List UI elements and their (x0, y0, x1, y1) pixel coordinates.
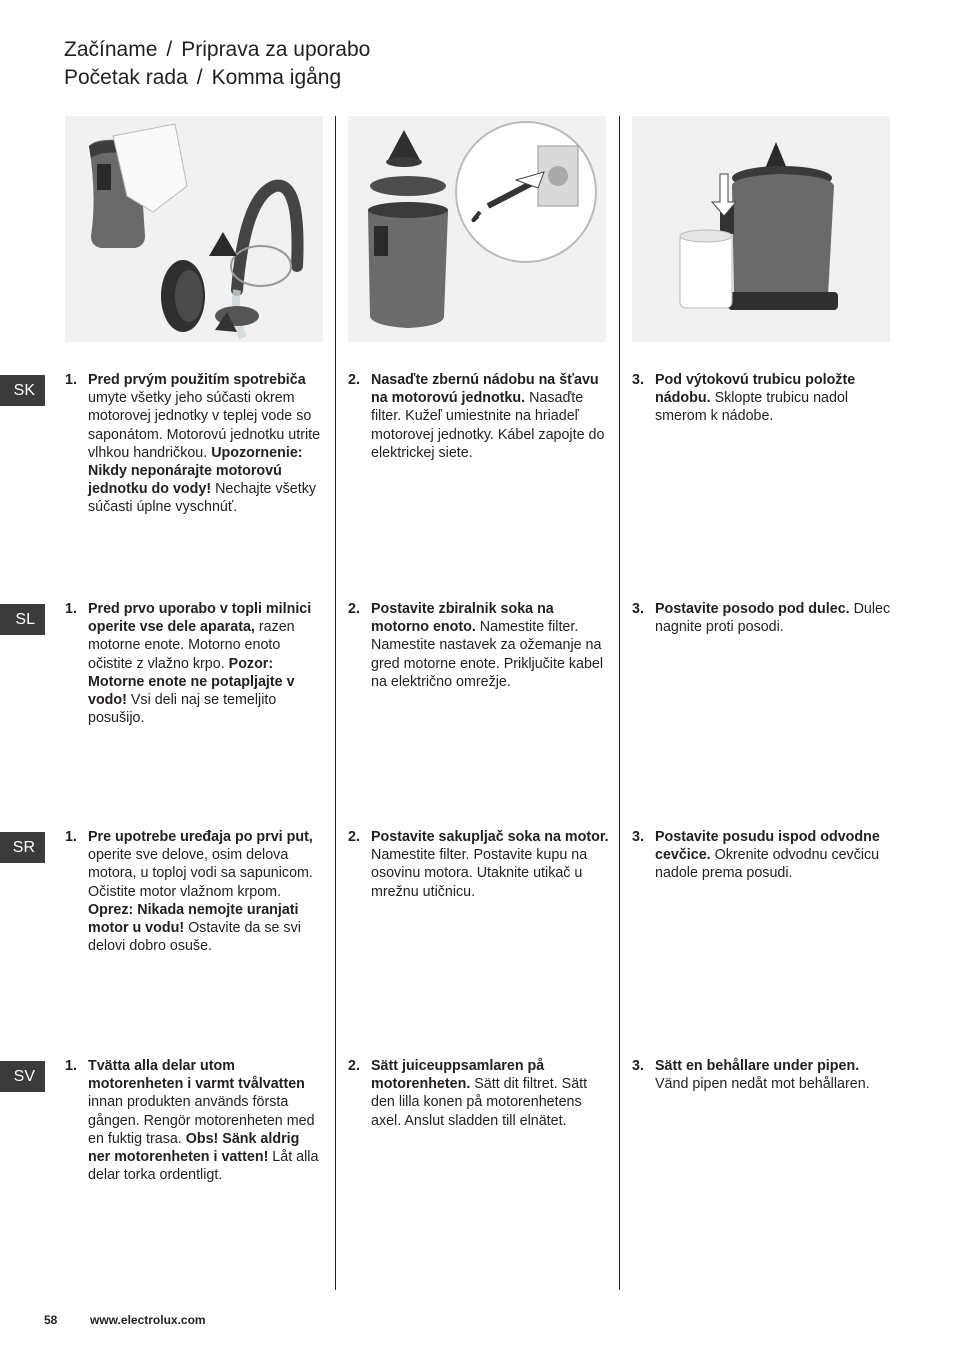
step-text (88, 600, 325, 727)
step-bold-text: Pod výtokovú trubicu položte nádobu. (655, 372, 856, 407)
title-sl: Priprava za uporabo (181, 38, 371, 61)
step-bold-text: Sätt juiceuppsamlaren på motorenheten. (371, 1058, 545, 1093)
step-text (88, 371, 325, 517)
language-label-sk: SK (0, 375, 45, 406)
step-bold-text: Postavite posodo pod dulec. (655, 601, 850, 617)
step-number: 1. (65, 372, 77, 388)
step-sv-2 (348, 1057, 610, 1130)
step-text (371, 828, 610, 901)
step-sk-3 (632, 371, 894, 426)
step-body-text: razen motorne enote. Motorno enoto očistite z vlažno krpo. (88, 619, 295, 672)
illustration-assemble-plug (348, 116, 606, 342)
illustration-container-spout (632, 116, 890, 342)
title-sr: Početak rada (64, 66, 188, 89)
step-number: 1. (65, 1058, 77, 1074)
step-number: 3. (632, 372, 644, 388)
step-body-text: Okrenite odvodnu cevčicu nadole prema posudi. (655, 847, 880, 882)
step-sl-2 (348, 600, 610, 691)
step-sl-1 (65, 600, 325, 727)
illustration-wash-parts (65, 116, 323, 342)
step-number: 3. (632, 1058, 644, 1074)
step-number: 1. (65, 829, 77, 845)
step-text (655, 1057, 894, 1093)
step-body-text: Sklopte trubicu nadol smerom k nádobe. (655, 390, 849, 425)
title-line-2 (64, 64, 370, 92)
step-bold-text: Postavite zbiralnik soka na motorno enoto. (371, 601, 554, 636)
step-warning-text: Obs! Sänk aldrig ner motorenheten i vatten! (88, 1130, 300, 1166)
title-separator: / (196, 66, 203, 89)
step-body-text: Nechajte všetky súčasti úplne vyschnúť. (88, 481, 316, 516)
step-number: 2. (348, 829, 360, 845)
step-sk-2 (348, 371, 610, 462)
step-bold-text: Pred prvo uporabo v topli milnici operite vse dele aparata, (88, 601, 312, 636)
step-sl-3 (632, 600, 894, 636)
step-body-text: innan produkten används första gången. Rengör motorenheten med en fuktig trasa. (88, 1094, 315, 1147)
step-text (371, 371, 610, 462)
language-label-sl: SL (0, 604, 45, 635)
step-body-text: Nasaďte filter. Kužeľ umiestnite na hriadeľ motorovej jednotky. Kábel zapojte do elektrickej siete. (371, 390, 605, 461)
step-text (655, 371, 894, 426)
container-spout-drawing (632, 116, 890, 342)
column-divider (335, 116, 336, 1290)
step-bold-text: Pre upotrebe uređaja po prvi put, (88, 829, 313, 845)
title-line-1 (64, 36, 370, 64)
step-sk-1 (65, 371, 325, 517)
step-number: 3. (632, 601, 644, 617)
step-body-text: umyte všetky jeho súčasti okrem motorovej jednotky v teplej vode so saponátom. Motorovú jednotku utrite vlhkou handričkou. (88, 390, 321, 461)
step-text (88, 1057, 325, 1184)
step-number: 3. (632, 829, 644, 845)
step-text (371, 1057, 610, 1130)
step-number: 2. (348, 372, 360, 388)
step-sr-2 (348, 828, 610, 901)
step-number: 2. (348, 601, 360, 617)
footer-website: www.electrolux.com (90, 1313, 206, 1327)
step-bold-text: Postavite sakupljač soka na motor. (371, 829, 609, 845)
step-text (655, 600, 894, 636)
assemble-plug-drawing (348, 116, 606, 342)
page-title (64, 36, 370, 92)
step-body-text: Vsi deli naj se temeljito posušijo. (88, 692, 277, 727)
step-bold-text: Nasaďte zbernú nádobu na šťavu na motorovú jednotku. (371, 372, 599, 407)
language-label-sr: SR (0, 832, 45, 863)
step-number: 2. (348, 1058, 360, 1074)
step-text (371, 600, 610, 691)
step-number: 1. (65, 601, 77, 617)
title-sv: Komma igång (211, 66, 342, 89)
step-bold-text: Pred prvým použitím spotrebiča (88, 372, 306, 388)
step-body-text: Namestite filter. Postavite kupu na osovinu motora. Utaknite utikač u mrežnu utičnicu. (371, 847, 588, 900)
title-separator: / (166, 38, 173, 61)
step-bold-text: Tvätta alla delar utom motorenheten i varmt tvålvatten (88, 1058, 305, 1093)
step-bold-text: Postavite posudu ispod odvodne cevčice. (655, 829, 880, 864)
step-text (88, 828, 325, 955)
step-bold-text: Sätt en behållare under pipen. (655, 1058, 860, 1074)
column-divider (619, 116, 620, 1290)
step-sr-1 (65, 828, 325, 955)
title-sk: Začíname (64, 38, 158, 61)
step-sr-3 (632, 828, 894, 883)
step-warning-text: Upozornenie: Nikdy neponárajte motorovú jednotku do vody! (88, 444, 303, 498)
step-body-text: Namestite filter. Namestite nastavek za ožemanje na gred motorne enote. Priključite kabel na električno omrežje. (371, 619, 604, 690)
wash-parts-drawing (65, 116, 323, 342)
step-warning-text: Oprez: Nikada nemojte uranjati motor u vodu! (88, 901, 299, 937)
step-warning-text: Pozor: Motorne enote ne potapljajte v vodo! (88, 655, 295, 709)
page-number: 58 (44, 1313, 58, 1327)
step-body-text: Sätt dit filtret. Sätt den lilla konen på motorenhetens axel. Anslut sladden till elnätet. (371, 1076, 588, 1129)
step-sv-3 (632, 1057, 894, 1093)
language-label-sv: SV (0, 1061, 45, 1092)
step-body-text: Vänd pipen nedåt mot behållaren. (655, 1076, 870, 1093)
step-body-text: operite sve delove, osim delova motora, u toploj vodi sa sapunicom. Očistite motor vlažnom krpom. (88, 847, 313, 900)
step-body-text: Låt alla delar torka ordentligt. (88, 1149, 319, 1184)
step-body-text: Dulec nagnite proti posodi. (655, 601, 891, 636)
step-sv-1 (65, 1057, 325, 1184)
step-body-text: Ostavite da se svi delovi dobro osuše. (88, 920, 301, 955)
step-text (655, 828, 894, 883)
